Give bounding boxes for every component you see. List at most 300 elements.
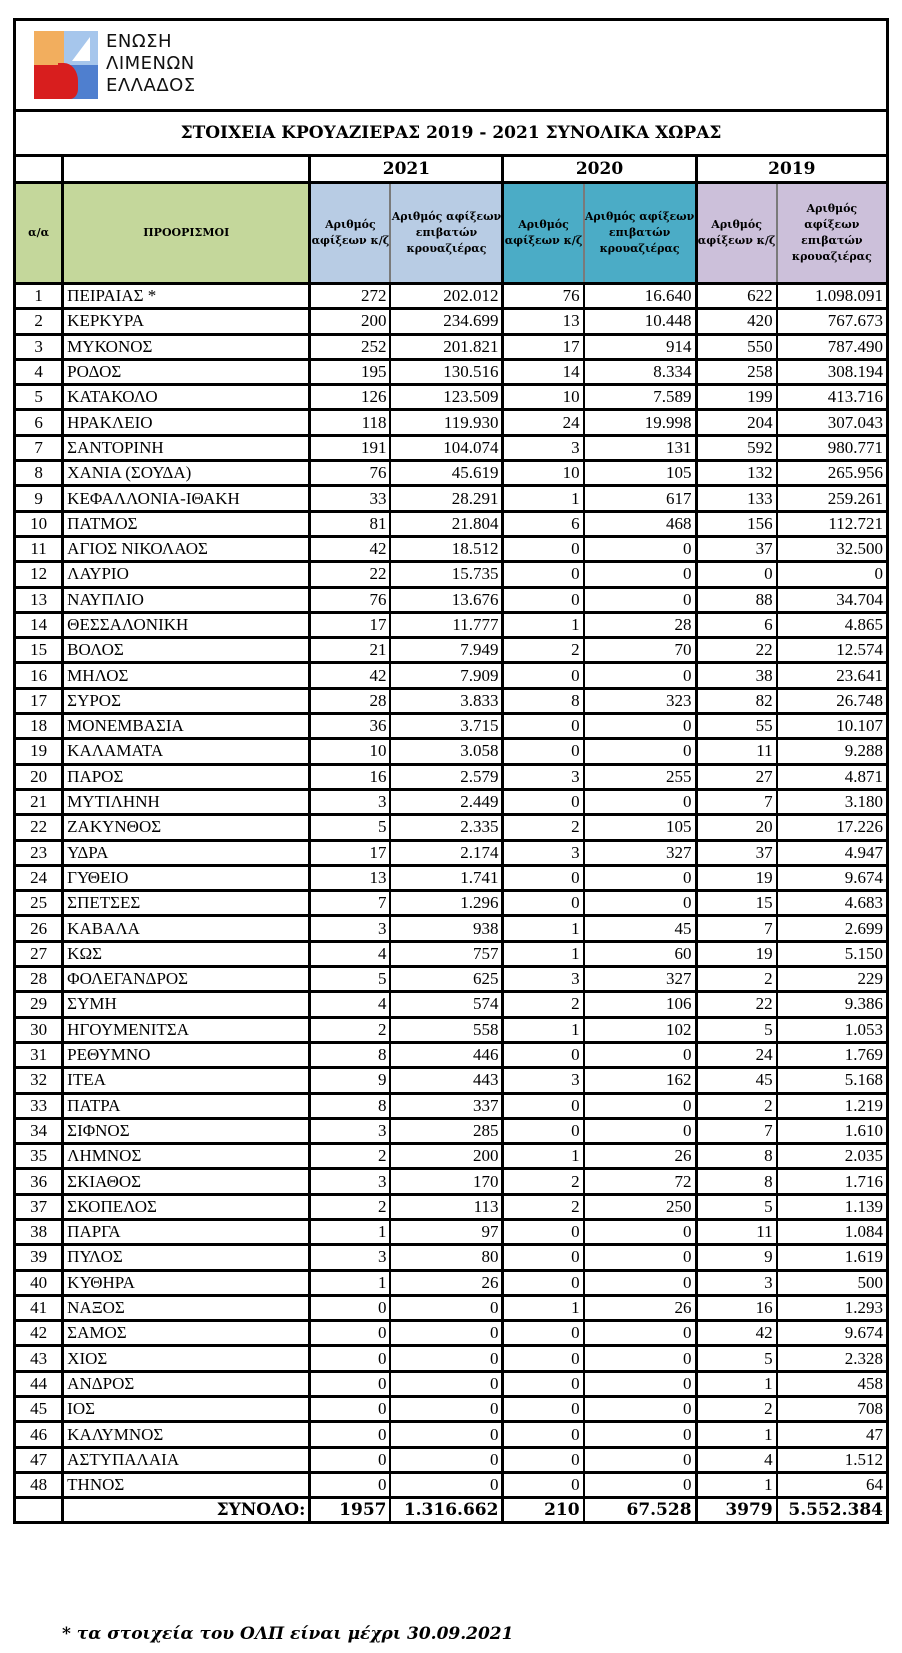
table-row [16,1245,886,1270]
arrivals-2021-cell: 10 [310,739,391,764]
arrivals-2019-cell: 3 [696,1270,777,1295]
arrivals-2020-cell: 0 [503,1245,584,1270]
index-cell: 32 [16,1068,63,1093]
arrivals-2019-cell: 5 [696,1017,777,1042]
arrivals-2020-cell: 1 [503,1017,584,1042]
passengers-2020-cell: 327 [584,967,696,992]
table-row [16,1169,886,1194]
arrivals-2021-cell: 0 [310,1472,391,1497]
destination-cell: ΠΕΙΡΑΙΑΣ * [63,284,310,309]
arrivals-2021-header: Αριθμός αφίξεων κ/ζ [310,183,391,284]
table-row [16,410,886,435]
index-cell: 46 [16,1422,63,1447]
arrivals-2021-cell: 2 [310,1194,391,1219]
arrivals-2019-cell: 204 [696,410,777,435]
index-cell: 40 [16,1270,63,1295]
passengers-2019-cell: 9.288 [777,739,886,764]
index-cell: 6 [16,410,63,435]
passengers-2020-cell: 0 [584,1346,696,1371]
table-row [16,815,886,840]
arrivals-2021-cell: 3 [310,789,391,814]
arrivals-2019-cell: 550 [696,334,777,359]
index-cell: 43 [16,1346,63,1371]
destination-cell: ΜΟΝΕΜΒΑΣΙΑ [63,714,310,739]
arrivals-2021-cell: 0 [310,1447,391,1472]
arrivals-2021-cell: 3 [310,916,391,941]
passengers-2019-cell: 1.098.091 [777,284,886,309]
passengers-2019-cell: 1.293 [777,1295,886,1320]
arrivals-2021-cell: 8 [310,1042,391,1067]
passengers-2021-cell: 0 [390,1397,502,1422]
arrivals-2019-cell: 199 [696,385,777,410]
table-row [16,461,886,486]
passengers-2019-cell: 4.865 [777,612,886,637]
footnote: * τα στοιχεία του ΟΛΠ είναι μέχρι 30.09.2021 [62,1624,514,1644]
passengers-2019-cell: 413.716 [777,385,886,410]
table-row [16,435,886,460]
passengers-2019-cell: 307.043 [777,410,886,435]
arrivals-2020-cell: 13 [503,309,584,334]
passengers-2020-cell: 7.589 [584,385,696,410]
passengers-2021-cell: 18.512 [390,536,502,561]
passengers-2019-cell: 1.716 [777,1169,886,1194]
arrivals-2019-cell: 2 [696,967,777,992]
passengers-2020-cell: 105 [584,461,696,486]
arrivals-2020-cell: 0 [503,1346,584,1371]
passengers-2021-cell: 2.174 [390,840,502,865]
passengers-2020-cell: 0 [584,739,696,764]
arrivals-2021-cell: 252 [310,334,391,359]
passengers-2021-cell: 97 [390,1219,502,1244]
arrivals-2021-cell: 5 [310,967,391,992]
index-cell: 18 [16,714,63,739]
index-cell: 20 [16,764,63,789]
table-row [16,562,886,587]
passengers-2019-cell: 1.219 [777,1093,886,1118]
destination-cell: ΣΥΡΟΣ [63,688,310,713]
index-cell: 42 [16,1321,63,1346]
year-2020-header: 2020 [503,157,696,183]
arrivals-2020-cell: 2 [503,1169,584,1194]
arrivals-2020-cell: 0 [503,1270,584,1295]
passengers-2021-cell: 123.509 [390,385,502,410]
arrivals-2021-cell: 42 [310,536,391,561]
passengers-2020-cell: 16.640 [584,284,696,309]
index-cell: 15 [16,638,63,663]
index-cell: 29 [16,992,63,1017]
destination-cell: ΤΗΝΟΣ [63,1472,310,1497]
table-row [16,992,886,1017]
arrivals-2019-cell: 132 [696,461,777,486]
passengers-2021-cell: 446 [390,1042,502,1067]
arrivals-2020-cell: 0 [503,714,584,739]
arrivals-2019-cell: 42 [696,1321,777,1346]
arrivals-2019-cell: 11 [696,1219,777,1244]
passengers-2019-cell: 1.610 [777,1118,886,1143]
arrivals-2021-cell: 76 [310,587,391,612]
logo-line-1: ΕΝΩΣΗ [106,31,173,52]
passengers-2020-cell: 0 [584,1270,696,1295]
table-row [16,309,886,334]
arrivals-2019-cell: 2 [696,1093,777,1118]
passengers-2020-cell: 105 [584,815,696,840]
table-row [16,284,886,309]
arrivals-2020-cell: 0 [503,562,584,587]
passengers-2021-cell: 119.930 [390,410,502,435]
passengers-2020-cell: 102 [584,1017,696,1042]
arrivals-2021-cell: 0 [310,1295,391,1320]
arrivals-2019-cell: 1 [696,1472,777,1497]
arrivals-2021-cell: 2 [310,1144,391,1169]
passengers-2019-cell: 2.035 [777,1144,886,1169]
index-cell: 7 [16,435,63,460]
passengers-2019-cell: 0 [777,562,886,587]
arrivals-2019-cell: 55 [696,714,777,739]
arrivals-2020-cell: 0 [503,739,584,764]
arrivals-2020-cell: 3 [503,1068,584,1093]
arrivals-2019-header: Αριθμός αφίξεων κ/ζ [696,183,777,284]
arrivals-2019-cell: 15 [696,891,777,916]
arrivals-2021-cell: 36 [310,714,391,739]
arrivals-2019-cell: 0 [696,562,777,587]
arrivals-2021-cell: 0 [310,1346,391,1371]
cruise-stats-document [13,18,889,1524]
table-row [16,385,886,410]
cruise-stats-table [16,157,886,1521]
arrivals-2020-cell: 0 [503,1093,584,1118]
total-passengers-2020: 67.528 [584,1498,696,1522]
table-row [16,1093,886,1118]
index-cell: 47 [16,1447,63,1472]
passengers-2020-cell: 0 [584,1321,696,1346]
arrivals-2021-cell: 9 [310,1068,391,1093]
arrivals-2020-cell: 1 [503,941,584,966]
arrivals-2021-cell: 191 [310,435,391,460]
arrivals-2021-cell: 7 [310,891,391,916]
table-row [16,638,886,663]
arrivals-2019-cell: 7 [696,1118,777,1143]
arrivals-2020-cell: 0 [503,1472,584,1497]
destination-cell: ΚΑΤΑΚΟΛΟ [63,385,310,410]
passengers-2020-cell: 0 [584,865,696,890]
passengers-2021-cell: 285 [390,1118,502,1143]
passengers-2021-cell: 558 [390,1017,502,1042]
arrivals-2020-cell: 1 [503,916,584,941]
total-arrivals-2021: 1957 [310,1498,391,1522]
passengers-2019-cell: 32.500 [777,536,886,561]
destination-cell: ΗΡΑΚΛΕΙΟ [63,410,310,435]
table-row [16,1422,886,1447]
arrivals-2021-cell: 0 [310,1397,391,1422]
passengers-2019-cell: 4.947 [777,840,886,865]
arrivals-2019-cell: 156 [696,511,777,536]
destination-cell: ΚΑΛΥΜΝΟΣ [63,1422,310,1447]
passengers-2021-cell: 2.335 [390,815,502,840]
organization-name [106,31,196,97]
passengers-2021-cell: 7.909 [390,663,502,688]
passengers-2020-cell: 162 [584,1068,696,1093]
arrivals-2021-cell: 8 [310,1093,391,1118]
passengers-2020-cell: 26 [584,1144,696,1169]
arrivals-2019-cell: 22 [696,992,777,1017]
arrivals-2019-cell: 16 [696,1295,777,1320]
passengers-2021-cell: 1.741 [390,865,502,890]
destination-cell: ΠΑΤΡΑ [63,1093,310,1118]
passengers-2020-cell: 0 [584,789,696,814]
arrivals-2020-cell: 0 [503,891,584,916]
arrivals-2021-cell: 195 [310,359,391,384]
table-row [16,663,886,688]
arrivals-2019-cell: 37 [696,536,777,561]
arrivals-2019-cell: 7 [696,789,777,814]
passengers-2019-cell: 10.107 [777,714,886,739]
table-row [16,1295,886,1320]
passengers-2021-cell: 757 [390,941,502,966]
passengers-2019-cell: 5.168 [777,1068,886,1093]
arrivals-2019-cell: 82 [696,688,777,713]
passengers-2021-cell: 938 [390,916,502,941]
destination-cell: ΝΑΥΠΛΙΟ [63,587,310,612]
total-passengers-2021: 1.316.662 [390,1498,502,1522]
passengers-2019-cell: 3.180 [777,789,886,814]
passengers-2019-cell: 229 [777,967,886,992]
passengers-2019-cell: 708 [777,1397,886,1422]
table-row [16,1068,886,1093]
table-row [16,359,886,384]
index-cell: 3 [16,334,63,359]
arrivals-2020-cell: 3 [503,764,584,789]
arrivals-2019-cell: 88 [696,587,777,612]
passengers-2021-cell: 21.804 [390,511,502,536]
arrivals-2019-cell: 22 [696,638,777,663]
arrivals-2021-cell: 21 [310,638,391,663]
passengers-2019-cell: 787.490 [777,334,886,359]
arrivals-2021-cell: 16 [310,764,391,789]
passengers-2019-cell: 9.674 [777,1321,886,1346]
passengers-2019-cell: 1.139 [777,1194,886,1219]
passengers-2020-cell: 0 [584,587,696,612]
arrivals-2020-cell: 8 [503,688,584,713]
passengers-2019-cell: 34.704 [777,587,886,612]
passengers-2021-cell: 80 [390,1245,502,1270]
index-cell: 4 [16,359,63,384]
passengers-2019-cell: 767.673 [777,309,886,334]
arrivals-2020-header: Αριθμός αφίξεων κ/ζ [503,183,584,284]
arrivals-2021-cell: 5 [310,815,391,840]
arrivals-2020-cell: 0 [503,1422,584,1447]
arrivals-2020-cell: 2 [503,815,584,840]
passengers-2019-cell: 259.261 [777,486,886,511]
table-row [16,739,886,764]
arrivals-2019-cell: 19 [696,865,777,890]
arrivals-2021-cell: 22 [310,562,391,587]
destination-cell: ΚΑΒΑΛΑ [63,916,310,941]
arrivals-2021-cell: 13 [310,865,391,890]
index-cell: 24 [16,865,63,890]
passengers-2020-cell: 914 [584,334,696,359]
arrivals-2020-cell: 24 [503,410,584,435]
passengers-2021-cell: 104.074 [390,435,502,460]
destination-cell: ΣΚΙΑΘΟΣ [63,1169,310,1194]
passengers-2020-header: Αριθμός αφίξεων επιβατών κρουαζιέρας [584,183,696,284]
arrivals-2021-cell: 0 [310,1321,391,1346]
arrivals-2020-cell: 0 [503,1321,584,1346]
total-arrivals-2020: 210 [503,1498,584,1522]
arrivals-2019-cell: 622 [696,284,777,309]
passengers-2019-cell: 1.769 [777,1042,886,1067]
table-row [16,486,886,511]
total-passengers-2019: 5.552.384 [777,1498,886,1522]
destination-cell: ΚΕΦΑΛΛΟΝΙΑ-ΙΘΑΚΗ [63,486,310,511]
logo-line-2: ΛΙΜΕΝΩΝ [106,53,195,74]
arrivals-2019-cell: 24 [696,1042,777,1067]
index-cell: 25 [16,891,63,916]
total-row [16,1498,886,1522]
arrivals-2021-cell: 4 [310,992,391,1017]
passengers-2020-cell: 617 [584,486,696,511]
arrivals-2019-cell: 38 [696,663,777,688]
passengers-2019-header: Αριθμός αφίξεων επιβατών κρουαζιέρας [777,183,886,284]
table-row [16,1447,886,1472]
arrivals-2020-cell: 2 [503,638,584,663]
destination-cell: ΣΚΟΠΕΛΟΣ [63,1194,310,1219]
passengers-2021-cell: 201.821 [390,334,502,359]
passengers-2020-cell: 26 [584,1295,696,1320]
total-label: ΣΥΝΟΛΟ: [63,1498,310,1522]
passengers-2021-cell: 7.949 [390,638,502,663]
arrivals-2019-cell: 133 [696,486,777,511]
passengers-2021-cell: 0 [390,1346,502,1371]
passengers-2021-cell: 574 [390,992,502,1017]
destination-cell: ΚΕΡΚΥΡΑ [63,309,310,334]
arrivals-2021-cell: 42 [310,663,391,688]
destination-cell: ΡΕΘΥΜΝΟ [63,1042,310,1067]
arrivals-2020-cell: 3 [503,967,584,992]
passengers-2020-cell: 131 [584,435,696,460]
arrivals-2021-cell: 2 [310,1017,391,1042]
arrivals-2019-cell: 45 [696,1068,777,1093]
passengers-2020-cell: 0 [584,1422,696,1447]
passengers-2019-cell: 64 [777,1472,886,1497]
arrivals-2019-cell: 8 [696,1144,777,1169]
passengers-2019-cell: 9.674 [777,865,886,890]
table-row [16,612,886,637]
passengers-2020-cell: 0 [584,1093,696,1118]
destination-cell: ΣΑΝΤΟΡΙΝΗ [63,435,310,460]
passengers-2020-cell: 0 [584,536,696,561]
passengers-2019-cell: 2.699 [777,916,886,941]
arrivals-2019-cell: 2 [696,1397,777,1422]
table-row [16,941,886,966]
destination-cell: ΣΠΕΤΣΕΣ [63,891,310,916]
destination-cell: ΧΑΝΙΑ (ΣΟΥΔΑ) [63,461,310,486]
destination-cell: ΣΥΜΗ [63,992,310,1017]
destination-cell: ΣΑΜΟΣ [63,1321,310,1346]
destinations-column-header: ΠΡΟΟΡΙΣΜΟΙ [63,183,310,284]
arrivals-2019-cell: 8 [696,1169,777,1194]
passengers-2020-cell: 0 [584,1472,696,1497]
year-2021-header: 2021 [310,157,503,183]
arrivals-2020-cell: 0 [503,789,584,814]
arrivals-2019-cell: 420 [696,309,777,334]
passengers-2021-cell: 0 [390,1321,502,1346]
arrivals-2020-cell: 0 [503,865,584,890]
destination-cell: ΠΑΡΓΑ [63,1219,310,1244]
arrivals-2020-cell: 0 [503,663,584,688]
blank-header-cell [63,157,310,183]
index-cell: 13 [16,587,63,612]
document-title: ΣΤΟΙΧΕΙΑ ΚΡΟΥΑΖΙΕΡΑΣ 2019 - 2021 ΣΥΝΟΛΙΚΑ ΧΩΡΑΣ [16,112,886,157]
passengers-2019-cell: 9.386 [777,992,886,1017]
passengers-2021-cell: 2.579 [390,764,502,789]
index-cell: 17 [16,688,63,713]
arrivals-2020-cell: 1 [503,486,584,511]
passengers-2020-cell: 0 [584,1042,696,1067]
arrivals-2021-cell: 17 [310,840,391,865]
passengers-2020-cell: 0 [584,891,696,916]
passengers-2020-cell: 0 [584,714,696,739]
arrivals-2019-cell: 37 [696,840,777,865]
table-row [16,1321,886,1346]
arrivals-2021-cell: 81 [310,511,391,536]
passengers-2020-cell: 0 [584,1245,696,1270]
index-cell: 16 [16,663,63,688]
arrivals-2019-cell: 5 [696,1194,777,1219]
index-column-header: α/α [16,183,63,284]
arrivals-2021-cell: 0 [310,1422,391,1447]
passengers-2021-cell: 11.777 [390,612,502,637]
passengers-2021-cell: 2.449 [390,789,502,814]
passengers-2020-cell: 468 [584,511,696,536]
passengers-2021-cell: 3.715 [390,714,502,739]
index-cell: 5 [16,385,63,410]
destination-cell: ΒΟΛΟΣ [63,638,310,663]
passengers-2020-cell: 72 [584,1169,696,1194]
arrivals-2020-cell: 0 [503,1397,584,1422]
arrivals-2020-cell: 14 [503,359,584,384]
arrivals-2019-cell: 4 [696,1447,777,1472]
arrivals-2020-cell: 6 [503,511,584,536]
arrivals-2019-cell: 1 [696,1422,777,1447]
arrivals-2019-cell: 7 [696,916,777,941]
index-cell: 37 [16,1194,63,1219]
table-row [16,1042,886,1067]
total-blank-cell [16,1498,63,1522]
destination-cell: ΠΥΛΟΣ [63,1245,310,1270]
ship-logo-icon [34,31,98,99]
destination-cell: ΠΑΡΟΣ [63,764,310,789]
index-cell: 38 [16,1219,63,1244]
table-row [16,1472,886,1497]
destination-cell: ΚΑΛΑΜΑΤΑ [63,739,310,764]
passengers-2021-header: Αριθμός αφίξεων επιβατών κρουαζιέρας [390,183,502,284]
passengers-2019-cell: 1.619 [777,1245,886,1270]
index-cell: 27 [16,941,63,966]
arrivals-2019-cell: 592 [696,435,777,460]
index-cell: 14 [16,612,63,637]
arrivals-2021-cell: 33 [310,486,391,511]
passengers-2021-cell: 337 [390,1093,502,1118]
passengers-2021-cell: 113 [390,1194,502,1219]
index-cell: 1 [16,284,63,309]
arrivals-2021-cell: 3 [310,1118,391,1143]
index-cell: 39 [16,1245,63,1270]
arrivals-2021-cell: 272 [310,284,391,309]
arrivals-2019-cell: 11 [696,739,777,764]
index-cell: 35 [16,1144,63,1169]
passengers-2019-cell: 1.084 [777,1219,886,1244]
passengers-2020-cell: 250 [584,1194,696,1219]
